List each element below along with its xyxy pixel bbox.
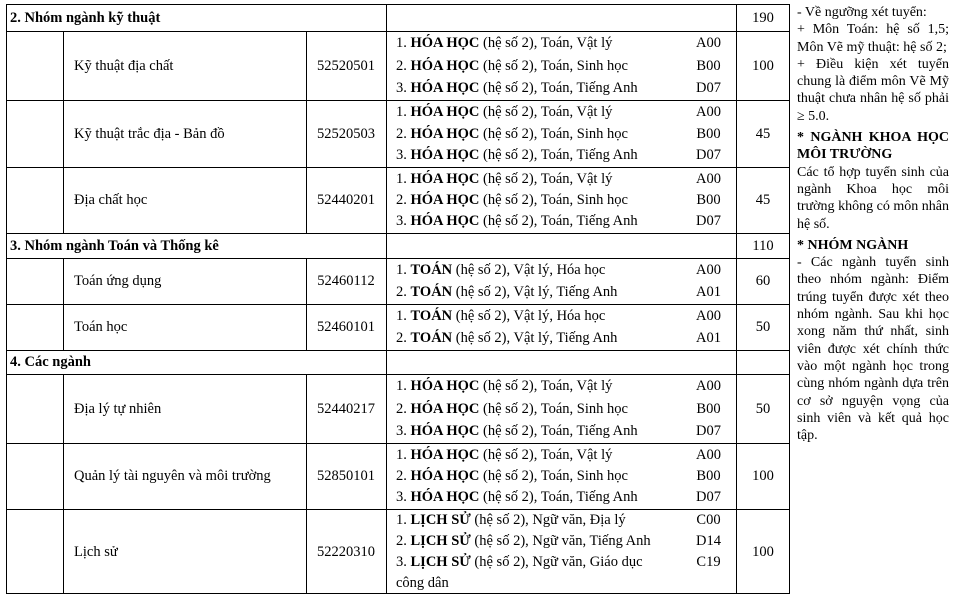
col-divider [386, 31, 387, 100]
combo-main-subject: LỊCH SỬ [410, 553, 471, 570]
combo-number: 2. [396, 533, 411, 550]
major-code: 52220310 [317, 543, 375, 560]
col-divider [386, 258, 387, 304]
col-divider [386, 167, 387, 233]
col-divider [63, 100, 64, 167]
combo-line [396, 170, 612, 188]
combo-other-subjects: (hệ số 2), Toán, Sinh học [479, 192, 628, 208]
col-divider [386, 304, 387, 350]
combo-number: 1. [396, 446, 411, 463]
combo-line [396, 79, 638, 97]
combo-other-subjects: (hệ số 2), Toán, Tiếng Anh [479, 489, 638, 506]
combo-code: B00 [696, 468, 721, 484]
section-quota: 110 [752, 237, 774, 254]
combo-other-subjects: (hệ số 2), Ngữ văn, Giáo dục [470, 553, 643, 570]
section-quota: 190 [752, 9, 774, 26]
major-quota: 50 [755, 400, 771, 417]
major-quota: 45 [755, 125, 771, 142]
major-code: 52460101 [317, 319, 375, 335]
combo-code: B00 [696, 125, 721, 142]
combo-other-subjects: (hệ số 2), Toán, Sinh học [479, 400, 628, 417]
combo-main-subject: TOÁN [410, 262, 453, 278]
combo-number: 1. [396, 35, 411, 52]
combo-main-subject: LỊCH SỬ [410, 512, 471, 529]
combo-line [396, 261, 605, 279]
major-code: 52850101 [317, 468, 375, 484]
major-name: Lịch sử [74, 543, 118, 560]
combo-number: 1. [396, 103, 411, 120]
combo-code: C00 [696, 512, 721, 529]
combo-code: D07 [696, 489, 721, 506]
combo-number: 3. [396, 213, 411, 230]
combo-line [396, 191, 628, 209]
major-quota: 60 [755, 273, 771, 289]
row-divider [6, 304, 790, 305]
combo-line [396, 283, 617, 301]
row-divider [6, 593, 790, 594]
combo-code: A01 [696, 330, 721, 346]
combo-code: A00 [696, 35, 721, 52]
row-divider [6, 4, 790, 5]
major-quota: 45 [755, 192, 771, 208]
col-divider [63, 374, 64, 443]
major-code: 52440201 [317, 192, 375, 208]
combo-other-subjects: (hệ số 2), Toán, Tiếng Anh [479, 213, 638, 230]
combo-number: 1. [396, 378, 411, 395]
table-border [789, 4, 790, 594]
major-name: Toán ứng dụng [74, 273, 162, 289]
combo-line [396, 553, 643, 571]
col-divider [63, 31, 64, 100]
col-divider [63, 304, 64, 350]
combo-main-subject: HÓA HỌC [410, 103, 480, 120]
combo-main-subject: HÓA HỌC [410, 213, 480, 230]
combo-other-subjects: (hệ số 2), Vật lý, Hóa học [452, 308, 606, 324]
col-divider [63, 443, 64, 509]
combo-number: 1. [396, 262, 411, 278]
major-name: Kỹ thuật trắc địa - Bản đồ [74, 125, 225, 142]
combo-line [396, 307, 605, 325]
combo-line [396, 146, 638, 164]
combo-line-continued: công dân [396, 574, 449, 591]
combo-main-subject: HÓA HỌC [410, 125, 480, 142]
note-threshold: - Về ngưỡng xét tuyển: [797, 5, 927, 20]
combo-main-subject: HÓA HỌC [410, 57, 480, 74]
combo-line [396, 467, 628, 485]
combo-code: D14 [696, 533, 721, 550]
combo-line [396, 532, 651, 550]
combo-line [396, 57, 628, 75]
combo-line [396, 329, 617, 347]
row-divider [6, 31, 790, 32]
combo-code: C19 [696, 553, 721, 570]
combo-code: A00 [696, 262, 721, 278]
combo-other-subjects: (hệ số 2), Toán, Vật lý [479, 170, 613, 187]
col-divider [386, 4, 387, 31]
row-divider [6, 374, 790, 375]
col-divider [736, 350, 737, 374]
combo-code: D07 [696, 213, 721, 230]
combo-other-subjects: (hệ số 2), Toán, Vật lý [479, 103, 613, 120]
combo-main-subject: HÓA HỌC [410, 79, 480, 96]
row-divider [6, 350, 790, 351]
combo-main-subject: HÓA HỌC [410, 400, 480, 417]
combo-number: 3. [396, 147, 411, 164]
row-divider [6, 233, 790, 234]
combo-code: A00 [696, 308, 721, 324]
row-divider [6, 443, 790, 444]
combo-other-subjects: (hệ số 2), Toán, Tiếng Anh [479, 147, 638, 164]
combo-code: D07 [696, 147, 721, 164]
combo-other-subjects: (hệ số 2), Ngữ văn, Địa lý [470, 512, 626, 529]
combo-line [396, 400, 628, 418]
combo-number: 2. [396, 125, 411, 142]
col-divider [386, 233, 387, 258]
combo-line [396, 422, 638, 440]
combo-main-subject: HÓA HỌC [410, 192, 480, 208]
note-heading-environment: * NGÀNH KHOA HỌC MÔI TRƯỜNG [797, 130, 949, 163]
combo-number: 2. [396, 192, 411, 208]
combo-number: 1. [396, 170, 411, 187]
combo-code: A00 [696, 170, 721, 187]
combo-line [396, 377, 612, 395]
combo-number: 3. [396, 489, 411, 506]
note-coefficients: + Môn Toán: hệ số 1,5; Môn Vẽ mỹ thuật: hệ số 2; [797, 22, 949, 55]
combo-number: 3. [396, 422, 411, 439]
major-code: 52460112 [317, 273, 375, 289]
combo-code: B00 [696, 57, 721, 74]
combo-code: A00 [696, 103, 721, 120]
section-title: 2. Nhóm ngành kỹ thuật [10, 9, 161, 26]
combo-other-subjects: (hệ số 2), Vật lý, Tiếng Anh [452, 284, 618, 300]
row-divider [6, 509, 790, 510]
combo-number: 3. [396, 553, 411, 570]
combo-other-subjects: (hệ số 2), Toán, Vật lý [479, 378, 613, 395]
combo-main-subject: HÓA HỌC [410, 147, 480, 164]
combo-main-subject: HÓA HỌC [410, 489, 480, 506]
section-title: 4. Các ngành [10, 354, 91, 370]
combo-code: D07 [696, 422, 721, 439]
combo-other-subjects: (hệ số 2), Toán, Sinh học [479, 57, 628, 74]
combo-line [396, 488, 638, 506]
major-name: Địa chất học [74, 192, 148, 208]
major-quota: 50 [755, 319, 771, 335]
combo-line [396, 212, 638, 230]
combo-code: A01 [696, 284, 721, 300]
note-condition: + Điều kiện xét tuyển chung là điểm môn Vẽ Mỹ thuật chưa nhân hệ số phải ≥ 5.0. [797, 56, 949, 124]
combo-number: 3. [396, 79, 411, 96]
major-quota: 100 [752, 57, 774, 74]
combo-number: 1. [396, 308, 411, 324]
combo-line [396, 125, 628, 143]
row-divider [6, 258, 790, 259]
combo-line [396, 511, 626, 529]
combo-number: 2. [396, 400, 411, 417]
major-name: Quản lý tài nguyên và môi trường [74, 468, 271, 484]
major-code: 52440217 [317, 400, 375, 417]
col-divider [386, 350, 387, 374]
combo-other-subjects: (hệ số 2), Toán, Vật lý [479, 35, 613, 52]
major-quota: 100 [752, 543, 774, 560]
combo-code: A00 [696, 378, 721, 395]
col-divider [63, 509, 64, 594]
combo-number: 1. [396, 512, 411, 529]
combo-other-subjects: (hệ số 2), Toán, Sinh học [479, 125, 628, 142]
col-divider [386, 100, 387, 167]
combo-code: B00 [696, 400, 721, 417]
admission-table [6, 4, 790, 604]
combo-line [396, 34, 612, 52]
note-environment: Các tổ hợp tuyển sinh của ngành Khoa học môi trường không có môn nhân hệ số. [797, 164, 949, 232]
combo-main-subject: HÓA HỌC [410, 422, 480, 439]
row-divider [6, 100, 790, 101]
combo-number: 2. [396, 284, 411, 300]
major-name: Kỹ thuật địa chất [74, 57, 174, 74]
col-divider [386, 443, 387, 509]
combo-other-subjects: (hệ số 2), Toán, Sinh học [479, 468, 628, 484]
combo-main-subject: HÓA HỌC [410, 378, 480, 395]
combo-line [396, 446, 612, 464]
col-divider [63, 258, 64, 304]
combo-number: 2. [396, 468, 411, 484]
combo-code: D07 [696, 79, 721, 96]
combo-main-subject: TOÁN [410, 330, 453, 346]
combo-number: 2. [396, 57, 411, 74]
combo-main-subject: LỊCH SỬ [410, 533, 471, 550]
combo-other-subjects: (hệ số 2), Toán, Tiếng Anh [479, 79, 638, 96]
major-code: 52520501 [317, 57, 375, 74]
combo-main-subject: HÓA HỌC [410, 35, 480, 52]
combo-number: 2. [396, 330, 411, 346]
note-heading-group: * NHÓM NGÀNH [797, 237, 909, 253]
combo-code: B00 [696, 192, 721, 208]
combo-other-subjects: (hệ số 2), Ngữ văn, Tiếng Anh [470, 533, 651, 550]
combo-other-subjects: (hệ số 2), Vật lý, Hóa học [452, 262, 606, 278]
major-name: Toán học [74, 319, 128, 335]
combo-main-subject: HÓA HỌC [410, 170, 480, 187]
combo-other-subjects: (hệ số 2), Toán, Tiếng Anh [479, 422, 638, 439]
table-border [6, 4, 7, 594]
combo-line [396, 103, 612, 121]
col-divider [386, 509, 387, 594]
notes-column [797, 4, 949, 604]
major-name: Địa lý tự nhiên [74, 400, 162, 417]
combo-other-subjects: (hệ số 2), Vật lý, Tiếng Anh [452, 330, 618, 346]
major-quota: 100 [752, 468, 774, 484]
combo-main-subject: HÓA HỌC [410, 468, 480, 484]
combo-main-subject: HÓA HỌC [410, 446, 480, 463]
col-divider [63, 167, 64, 233]
row-divider [6, 167, 790, 168]
section-title: 3. Nhóm ngành Toán và Thống kê [10, 237, 219, 254]
col-divider [386, 374, 387, 443]
combo-code: A00 [696, 446, 721, 463]
combo-main-subject: TOÁN [410, 308, 453, 324]
combo-main-subject: TOÁN [410, 284, 453, 300]
major-code: 52520503 [317, 125, 375, 142]
note-group: - Các ngành tuyển sinh theo nhóm ngành: Điểm trúng tuyển được xét theo nhóm ngành. Sau khi học xong năm thứ nhất, sinh viên được xét chính thức vào một ngành học trong cùng nhóm ngành dựa trên cơ sở nguyện vọng của sinh viên và kết quả học tập. [797, 255, 949, 444]
combo-other-subjects: (hệ số 2), Toán, Vật lý [479, 446, 613, 463]
